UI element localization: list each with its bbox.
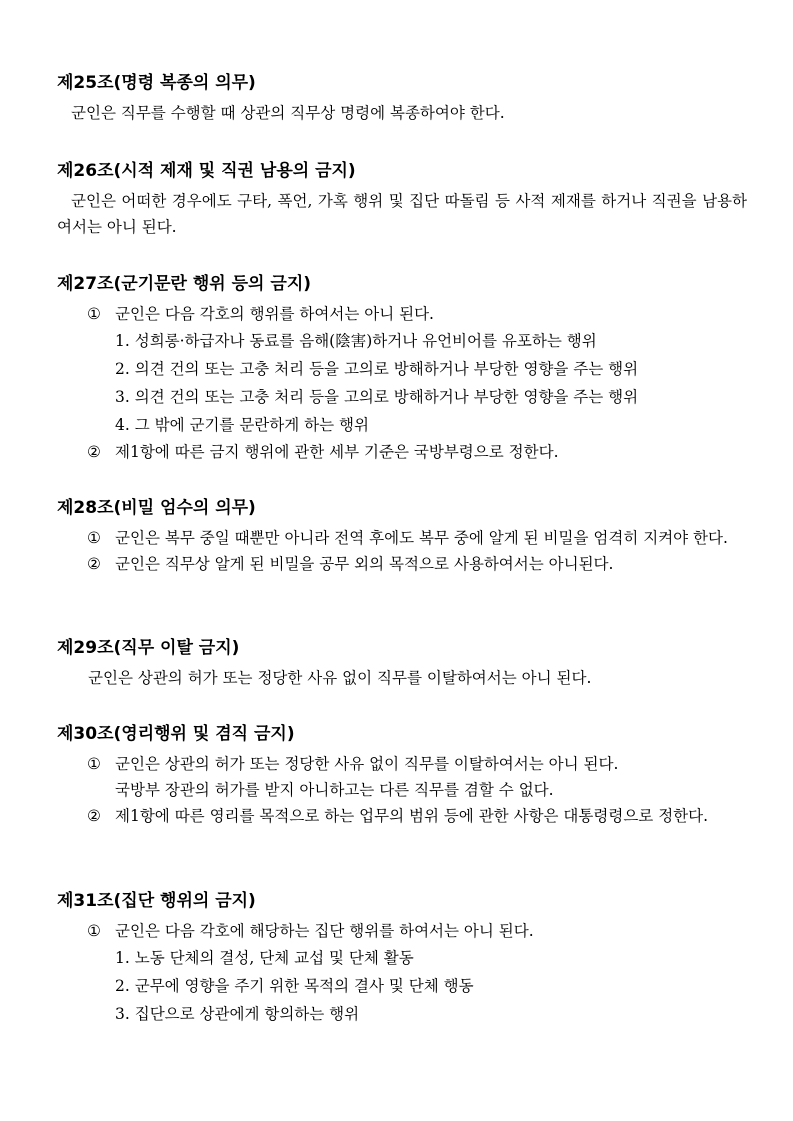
article-title: 제26조(시적 제재 및 직권 남용의 금지) <box>57 161 356 181</box>
paragraph-text-line: 국방부 장관의 허가를 받지 아니하고는 다른 직무를 겸할 수 없다. <box>115 781 554 799</box>
sub-item: 2. 의견 건의 또는 고충 처리 등을 고의로 방해하거나 부당한 영향을 주는 행위 <box>115 360 639 378</box>
paragraph-marker: ② <box>87 807 101 825</box>
sub-item: 3. 집단으로 상관에게 항의하는 행위 <box>115 1005 360 1023</box>
paragraph-marker: ① <box>87 922 101 940</box>
paragraph-text: 군인은 복무 중일 때뿐만 아니라 전역 후에도 복무 중에 알게 된 비밀을 엄격히 지켜야 한다. <box>115 529 728 547</box>
article-25 <box>57 72 747 126</box>
paragraph-marker: ① <box>87 529 101 547</box>
article-29 <box>57 637 747 691</box>
article-title: 제25조(명령 복종의 의무) <box>57 73 256 93</box>
paragraph-item <box>57 751 747 803</box>
paragraph-text: 제1항에 따른 영리를 목적으로 하는 업무의 범위 등에 관한 사항은 대통령령으로 정한다. <box>115 807 709 825</box>
article-body: 군인은 상관의 허가 또는 정당한 사유 없이 직무를 이탈하여서는 아니 된다. <box>88 669 592 687</box>
article-27 <box>57 273 747 465</box>
article-body: 군인은 직무를 수행할 때 상관의 직무상 명령에 복종하여야 한다. <box>71 104 505 122</box>
article-title: 제31조(집단 행위의 금지) <box>57 891 256 911</box>
paragraph-item <box>57 525 747 551</box>
article-title: 제27조(군기문란 행위 등의 금지) <box>57 274 312 294</box>
sub-item: 1. 노동 단체의 결성, 단체 교섭 및 단체 활동 <box>115 949 414 967</box>
paragraph-text <box>115 751 747 803</box>
paragraph-marker: ② <box>87 555 101 573</box>
article-28 <box>57 497 747 577</box>
paragraph-marker: ① <box>87 755 101 773</box>
paragraph-marker: ② <box>87 443 101 461</box>
article-30 <box>57 723 747 829</box>
paragraph-item <box>57 301 747 327</box>
article-title: 제29조(직무 이탈 금지) <box>57 638 240 658</box>
paragraph-text-line: 군인은 상관의 허가 또는 정당한 사유 없이 직무를 이탈하여서는 아니 된다. <box>115 755 619 773</box>
paragraph-item <box>57 551 747 577</box>
paragraph-text: 군인은 직무상 알게 된 비밀을 공무 외의 목적으로 사용하여서는 아니된다. <box>115 555 614 573</box>
article-title: 제30조(영리행위 및 겸직 금지) <box>57 724 295 744</box>
article-body: 군인은 어떠한 경우에도 구타, 폭언, 가혹 행위 및 집단 따돌림 등 사적 제재를 하거나 직권을 남용하여서는 아니 된다. <box>57 192 747 236</box>
sub-item: 1. 성희롱·하급자나 동료를 음해(陰害)하거나 유언비어를 유포하는 행위 <box>115 332 597 350</box>
article-26 <box>57 160 747 240</box>
sub-item: 4. 그 밖에 군기를 문란하게 하는 행위 <box>115 416 369 434</box>
paragraph-text: 군인은 다음 각호의 행위를 하여서는 아니 된다. <box>115 305 434 323</box>
sub-item: 3. 의견 건의 또는 고충 처리 등을 고의로 방해하거나 부당한 영향을 주는 행위 <box>115 388 639 406</box>
paragraph-item <box>57 918 747 944</box>
paragraph-item <box>57 803 747 829</box>
sub-item: 2. 군무에 영향을 주기 위한 목적의 결사 및 단체 행동 <box>115 977 474 995</box>
paragraph-item <box>57 439 747 465</box>
paragraph-text: 군인은 다음 각호에 해당하는 집단 행위를 하여서는 아니 된다. <box>115 922 534 940</box>
article-title: 제28조(비밀 엄수의 의무) <box>57 498 256 518</box>
paragraph-text: 제1항에 따른 금지 행위에 관한 세부 기준은 국방부령으로 정한다. <box>115 443 559 461</box>
paragraph-marker: ① <box>87 305 101 323</box>
article-31 <box>57 890 747 1028</box>
